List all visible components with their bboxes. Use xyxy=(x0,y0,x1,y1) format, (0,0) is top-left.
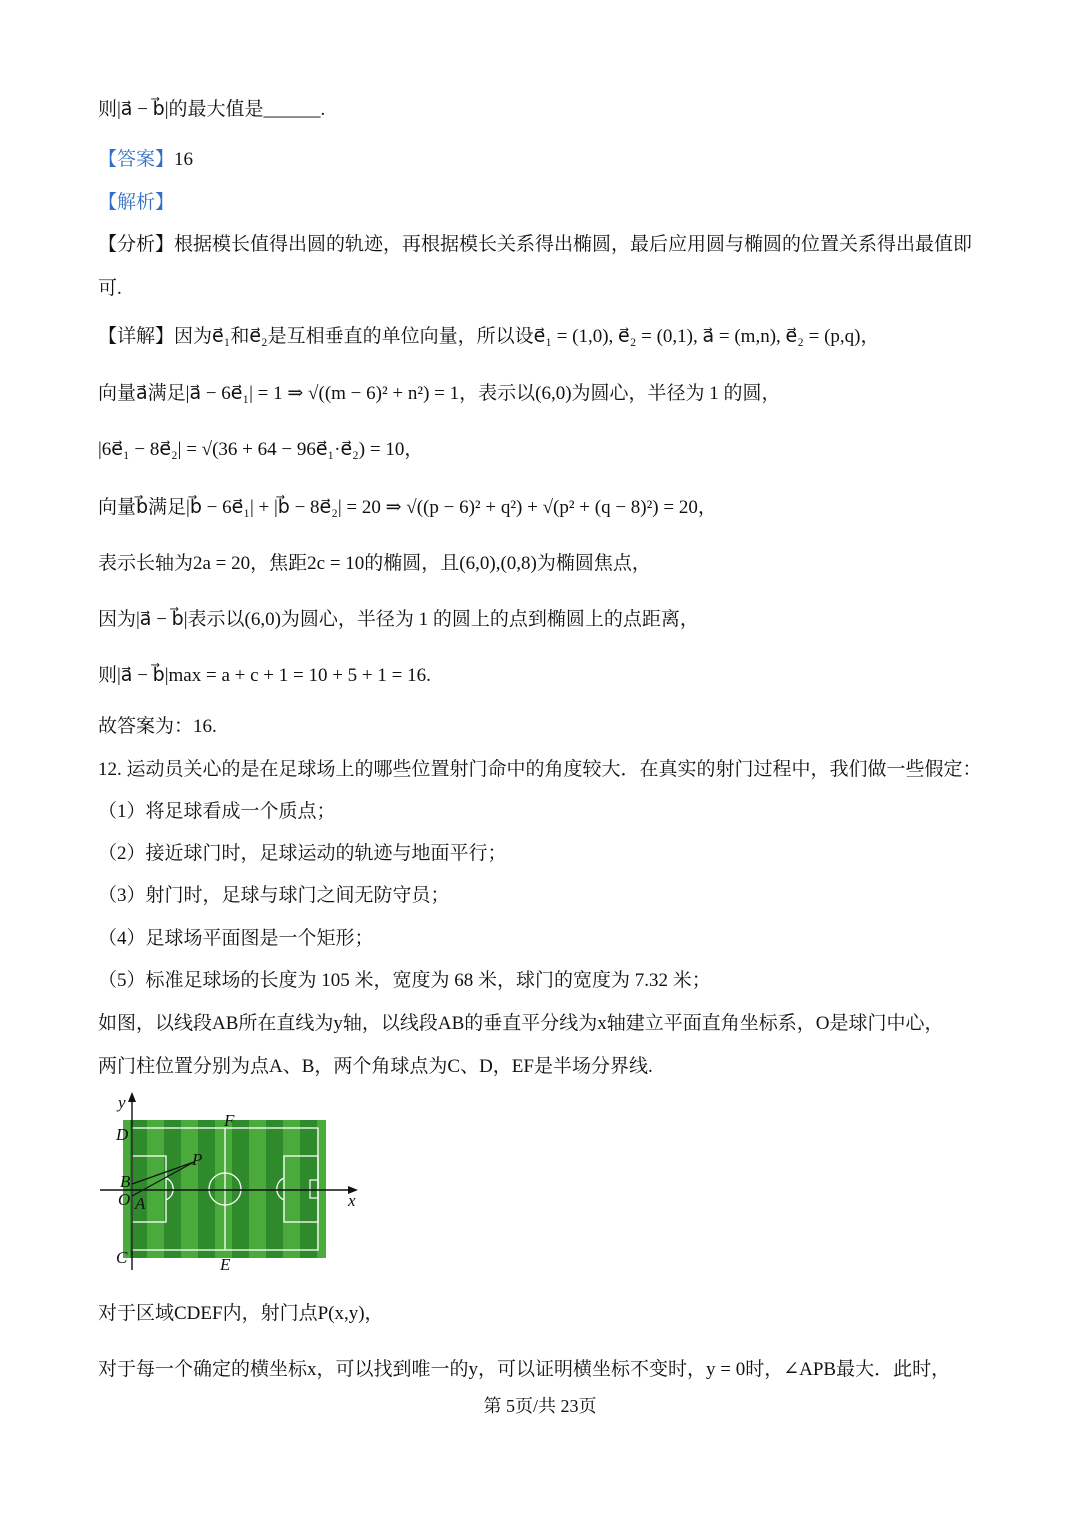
analysis-text-line1: 【分析】根据模长值得出圆的轨迹，再根据模长关系得出椭圆，最后应用圆与椭圆的位置关系得出最值即 xyxy=(98,234,973,255)
detail-line-3: |6e⃗₁ − 8e⃗₂| = √(36 + 64 − 96e⃗₁·e⃗₂) = 10， xyxy=(98,439,424,460)
page-footer: 第 5页/共 23页 xyxy=(483,1396,597,1416)
answer-tag: 【答案】 xyxy=(98,149,175,170)
label-E: E xyxy=(220,1255,231,1274)
detail-line-5: 表示长轴为2a = 20，焦距2c = 10的椭圆，且(6,0),(0,8)为椭圆焦点， xyxy=(98,553,651,574)
detail-line-2: 向量a⃗满足|a⃗ − 6e⃗₁| = 1 ⇒ √((m − 6)² + n²) = 1，表示以(6,0)为圆心，半径为 1 的圆， xyxy=(98,383,781,404)
answer-line xyxy=(98,146,193,174)
label-O: O xyxy=(118,1190,131,1209)
question-prompt-line: 则|a⃗ − b⃗|的最大值是______. xyxy=(98,99,326,120)
label-P: P xyxy=(192,1150,203,1169)
assumption-3: （3）射门时，足球与球门之间无防守员； xyxy=(98,885,450,906)
assumption-5: （5）标准足球场的长度为 105 米，宽度为 68 米，球门的宽度为 7.32 米； xyxy=(98,970,711,991)
label-B: B xyxy=(120,1172,131,1191)
label-C: C xyxy=(116,1248,128,1267)
football-field-figure xyxy=(96,1090,376,1280)
detail-line-1: 【详解】因为e⃗₁和e⃗₂是互相垂直的单位向量，所以设e⃗₁ = (1,0), e⃗₂ = (0,1), a⃗ = (m,n), e⃗₂ = (p,q)， xyxy=(98,326,880,347)
region-line: 对于区域CDEF内，射门点P(x,y)， xyxy=(98,1303,384,1324)
answer-value: 16 xyxy=(174,149,194,170)
assumption-4: （4）足球场平面图是一个矩形； xyxy=(98,928,374,949)
assumption-2: （2）接近球门时，足球运动的轨迹与地面平行； xyxy=(98,843,507,864)
label-y: y xyxy=(118,1093,126,1112)
detail-line-7: 则|a⃗ − b⃗|max = a + c + 1 = 10 + 5 + 1 = 16. xyxy=(98,665,431,686)
conclusion-line: 故答案为：16. xyxy=(98,716,217,737)
detail-line-6: 因为|a⃗ − b⃗|表示以(6,0)为圆心，半径为 1 的圆上的点到椭圆上的点距离， xyxy=(98,609,699,630)
question-12-intro: 12. 运动员关心的是在足球场上的哪些位置射门命中的角度较大．在真实的射门过程中，我们做一些假定： xyxy=(98,759,982,780)
coordinate-setup-line2: 两门柱位置分别为点A、B，两个角球点为C、D，EF是半场分界线. xyxy=(98,1056,653,1077)
label-F: F xyxy=(224,1111,235,1130)
detail-line-4: 向量b⃗满足|b⃗ − 6e⃗₁| + |b⃗ − 8e⃗₂| = 20 ⇒ √((p − 6)² + q²) + √(p² + (q − 8)²) = 20， xyxy=(98,497,717,518)
label-x: x xyxy=(348,1191,356,1210)
assumption-1: （1）将足球看成一个质点； xyxy=(98,801,336,822)
final-line: 对于每一个确定的横坐标x，可以找到唯一的y，可以证明横坐标不变时，y = 0时，∠APB最大．此时， xyxy=(98,1359,951,1380)
coordinate-setup-line1: 如图，以线段AB所在直线为y轴，以线段AB的垂直平分线为x轴建立平面直角坐标系，O是球门中心， xyxy=(98,1013,944,1034)
analysis-tag: 【解析】 xyxy=(98,192,175,213)
label-D: D xyxy=(116,1125,129,1144)
label-A: A xyxy=(135,1194,146,1213)
y-axis-arrow xyxy=(128,1092,136,1102)
analysis-text-line2: 可. xyxy=(98,278,122,299)
